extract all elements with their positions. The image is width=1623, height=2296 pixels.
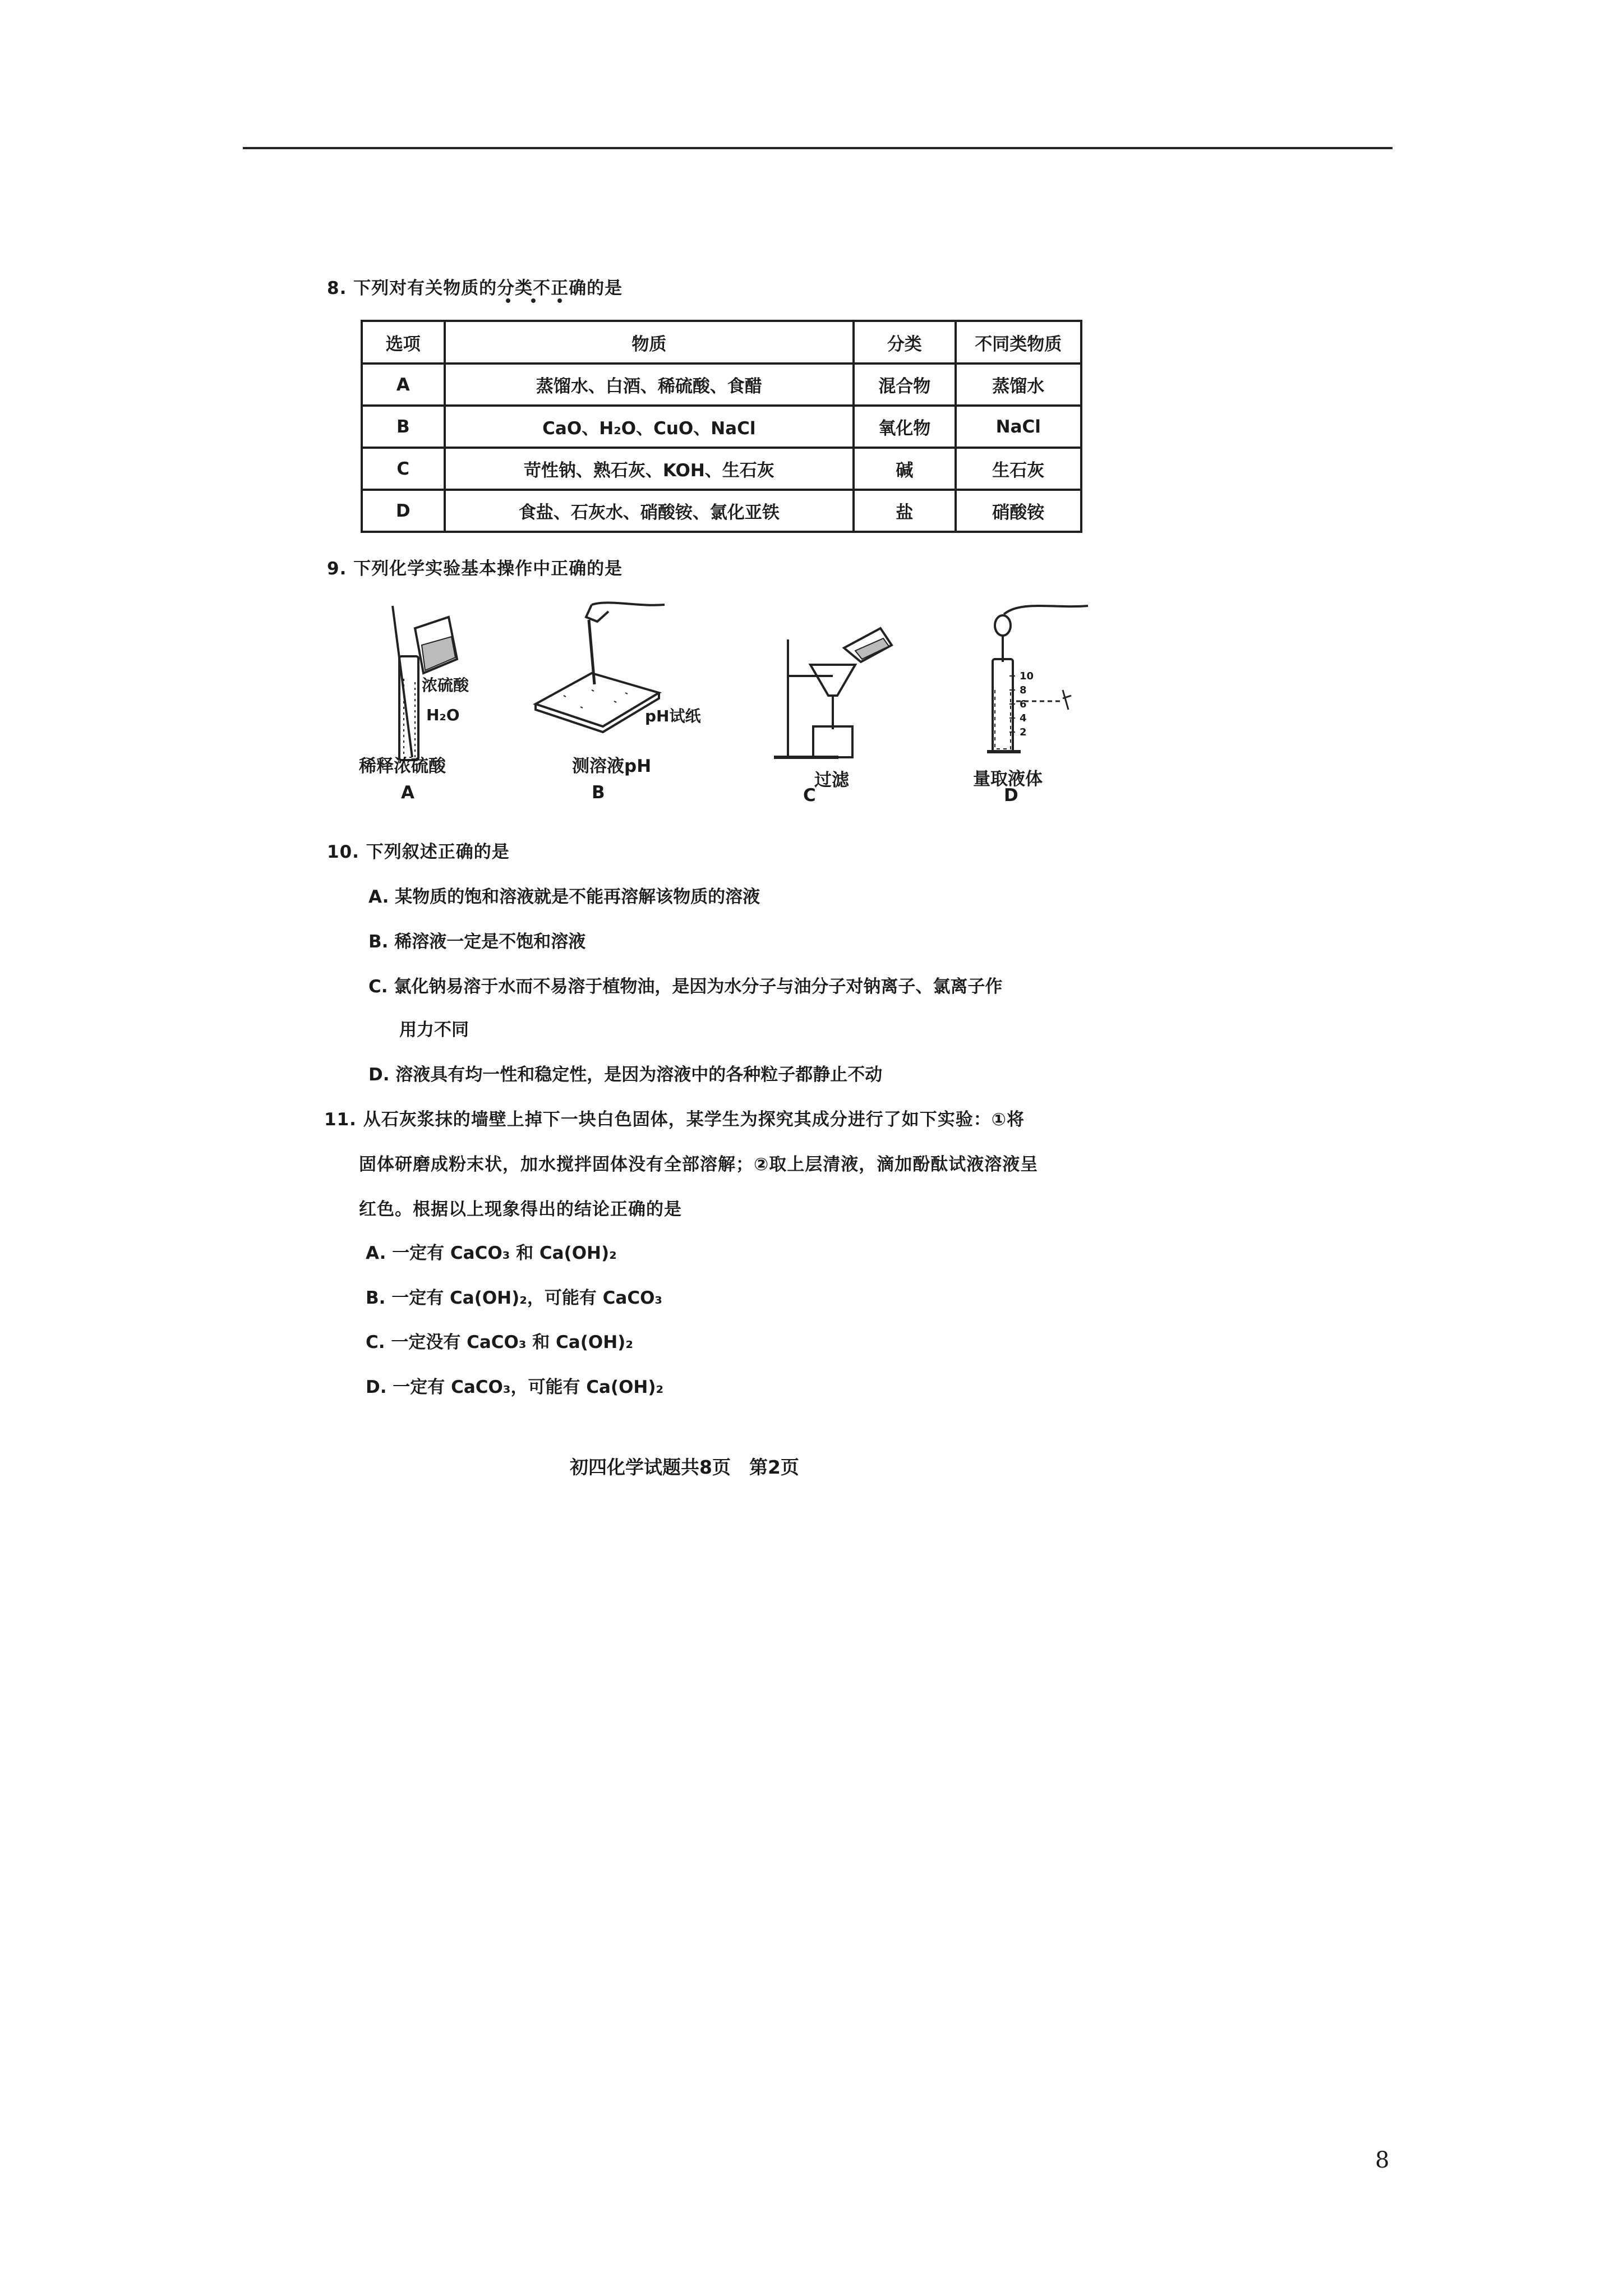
figure-c-caption: 过滤 [814,770,849,790]
table-cell: CaO、H₂O、CuO、NaCl [445,406,854,448]
q11-option-d: D. 一定有 CaCO₃，可能有 Ca(OH)₂ [366,1377,664,1397]
table-header-cell: 选项 [362,321,445,364]
figure-d-tick: 8 [1020,684,1027,696]
table-cell: 硝酸铵 [956,490,1081,532]
table-header-row [362,321,1081,364]
figure-b-label-ph-paper: pH试纸 [645,707,701,725]
table-cell: 蒸馏水、白酒、稀硫酸、食醋 [445,364,854,406]
figure-c-letter: C [803,785,816,806]
page-number: 8 [1375,2147,1390,2173]
figure-d-tick: 10 [1020,670,1034,682]
table-row [362,364,1081,406]
q10-option-d: D. 溶液具有均一性和稳定性，是因为溶液中的各种粒子都静止不动 [368,1065,883,1085]
figure-d-tick: 6 [1020,698,1027,710]
table-cell: 混合物 [854,364,955,406]
q10-option-b: B. 稀溶液一定是不饱和溶液 [368,932,586,952]
q11-stem-line1: 11. 从石灰浆抹的墙壁上掉下一块白色固体，某学生为探究其成分进行了如下实验：①将 [324,1110,1025,1130]
table-header-cell: 不同类物质 [956,321,1081,364]
figure-c-filtration [771,611,900,763]
figure-d-measure-liquid [976,595,1110,757]
table-header-cell: 物质 [445,321,854,364]
figure-b-caption: 测溶液pH [572,756,652,776]
q11-option-b: B. 一定有 Ca(OH)₂，可能有 CaCO₃ [366,1288,663,1308]
table-cell: 蒸馏水 [956,364,1081,406]
table-header-cell: 分类 [854,321,955,364]
table-cell: 食盐、石灰水、硝酸铵、氯化亚铁 [445,490,854,532]
table-cell: NaCl [956,406,1081,448]
figure-d-tick: 2 [1020,726,1027,738]
q8-table [361,320,1082,533]
header-rule [243,147,1393,149]
figure-d-caption: 量取液体 [973,769,1043,789]
figure-b-letter: B [592,783,605,803]
figure-a-caption: 稀释浓硫酸 [359,756,446,776]
q11-stem-line3: 红色。根据以上现象得出的结论正确的是 [359,1199,682,1220]
table-cell: 盐 [854,490,955,532]
table-cell: D [362,490,445,532]
figure-d-letter: D [1004,785,1018,806]
figure-a-letter: A [401,783,414,803]
table-row [362,490,1081,532]
q11-option-a: A. 一定有 CaCO₃ 和 Ca(OH)₂ [366,1243,617,1263]
table-cell: A [362,364,445,406]
q10-option-c-cont: 用力不同 [399,1020,469,1040]
table-cell: 氧化物 [854,406,955,448]
table-cell: C [362,448,445,490]
table-cell: 生石灰 [956,448,1081,490]
figure-a-label-acid: 浓硫酸 [422,676,469,694]
q11-stem-line2: 固体研磨成粉末状，加水搅拌固体没有全部溶解；②取上层清液，滴加酚酞试液溶液呈 [359,1154,1039,1175]
q10-stem: 10. 下列叙述正确的是 [327,842,510,862]
figure-d-tick: 4 [1020,712,1027,724]
q10-option-c: C. 氯化钠易溶于水而不易溶于植物油，是因为水分子与油分子对钠离子、氯离子作 [368,977,1003,997]
q10-option-a: A. 某物质的饱和溶液就是不能再溶解该物质的溶液 [368,887,760,907]
page-footer: 初四化学试题共8页 第2页 [570,1456,799,1478]
table-cell: 碱 [854,448,955,490]
q8-stem: 8. 下列对有关物质的分类不正确的是 [327,278,623,298]
emphasis-dots [498,295,571,306]
q11-option-c: C. 一定没有 CaCO₃ 和 Ca(OH)₂ [366,1332,633,1352]
table-cell: B [362,406,445,448]
table-row [362,406,1081,448]
table-cell: 苛性钠、熟石灰、KOH、生石灰 [445,448,854,490]
figure-a-label-water: H₂O [426,706,460,724]
table-row [362,448,1081,490]
q9-stem: 9. 下列化学实验基本操作中正确的是 [327,559,623,579]
